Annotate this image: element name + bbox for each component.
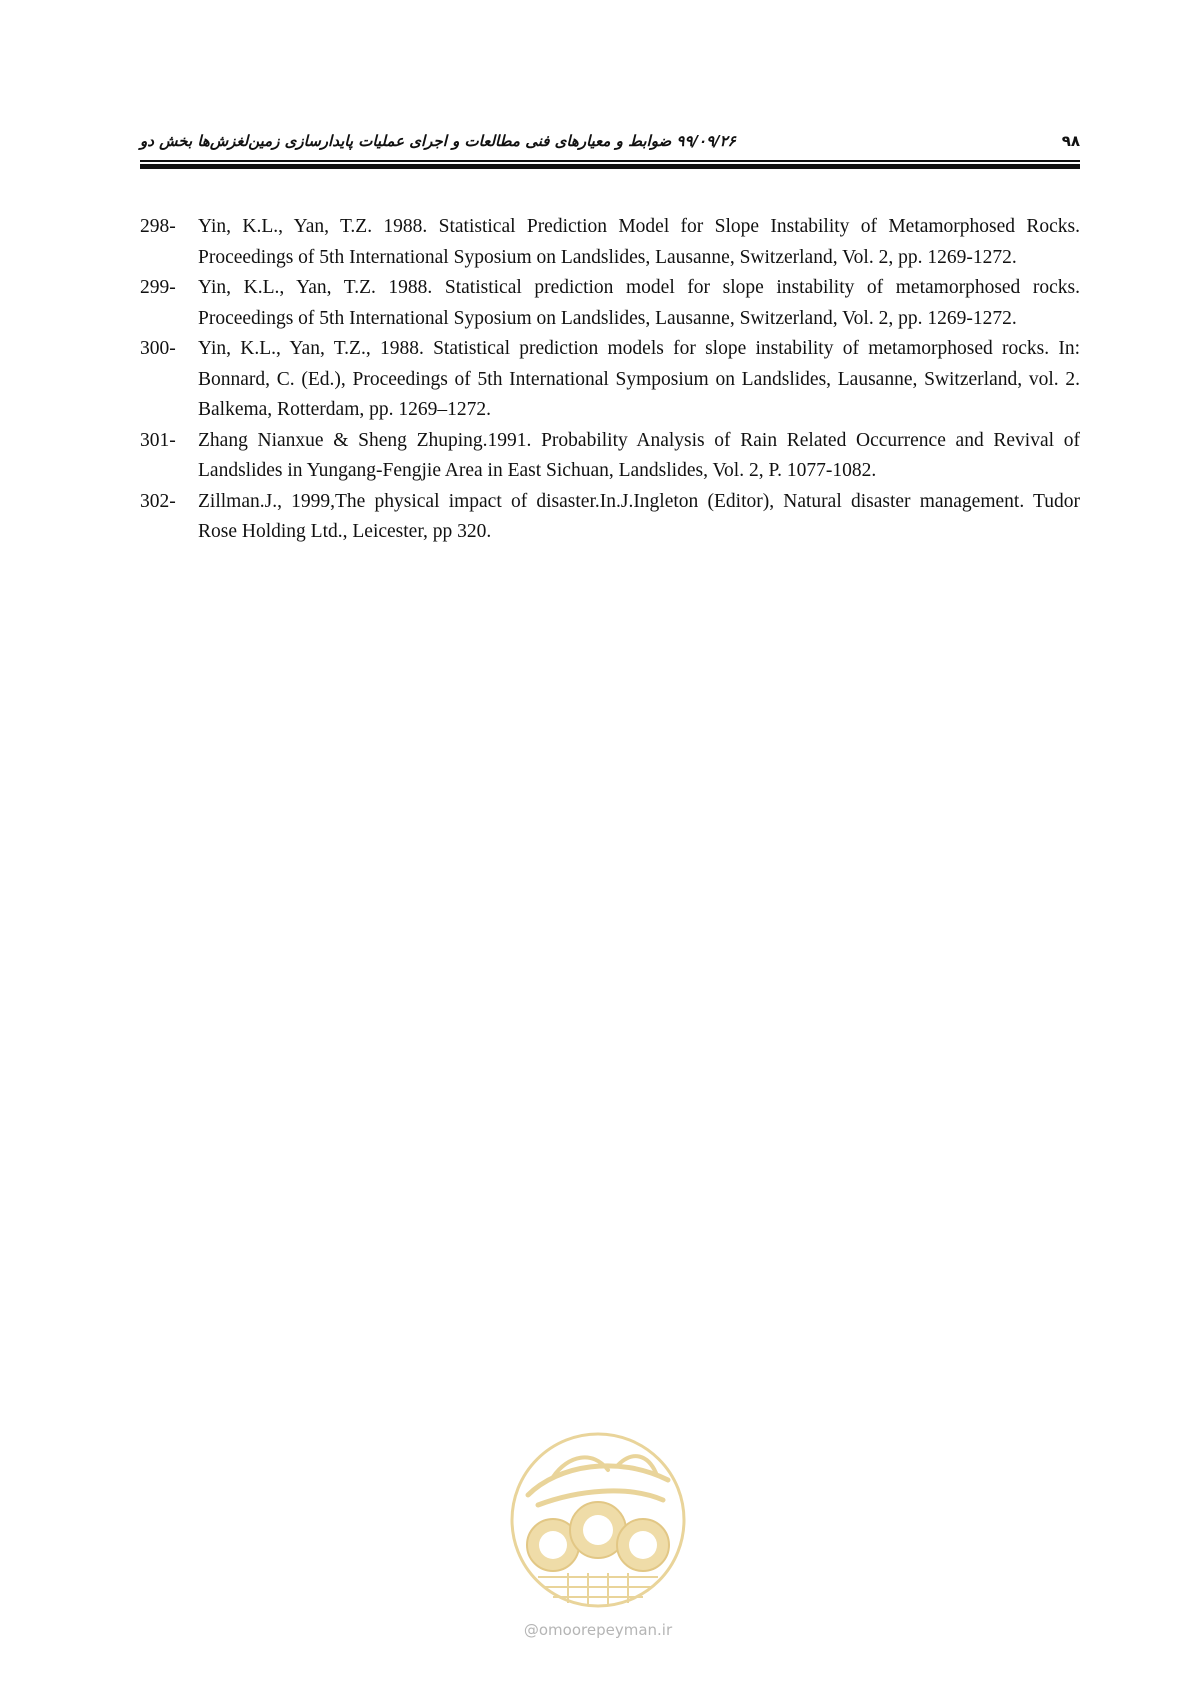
reference-list — [140, 212, 1080, 548]
reference-item — [140, 426, 1080, 487]
reference-text: Yin, K.L., Yan, T.Z. 1988. Statistical prediction model for slope instability of metamorphosed rocks. Proceedings of 5th International Syposium on Landslides, Lausanne, Switzerland, Vol. 2, pp. 1269-1272. — [198, 277, 1080, 329]
header-title: ۹۹/۰۹/۲۶ ضوابط و معیارهای فنی مطالعات و اجرای عملیات پایدارسازی زمین‌لغزش‌ها بخش دو — [140, 132, 736, 150]
header-rule-thin — [140, 160, 1080, 162]
reference-number: 300- — [140, 338, 176, 359]
reference-text: Zillman.J., 1999,The physical impact of disaster.In.J.Ingleton (Editor), Natural disaster management. Tudor Rose Holding Ltd., Leicester, pp 320. — [198, 490, 1080, 542]
page-header — [140, 128, 1080, 168]
watermark-site: @omoorepeyman.ir — [523, 1621, 673, 1639]
reference-text: Yin, K.L., Yan, T.Z. 1988. Statistical Prediction Model for Slope Instability of Metamorphosed Rocks. Proceedings of 5th International Syposium on Landslides, Lausanne, Switzerland, Vol. 2, pp. 1269-1272. — [198, 216, 1080, 268]
reference-number: 302- — [140, 490, 176, 512]
reference-text: Zhang Nianxue & Sheng Zhuping.1991. Probability Analysis of Rain Related Occurrence and Revival of Landslides in Yungang-Fengjie Area in East Sichuan, Landslides, Vol. 2, P. 1077-1082. — [198, 429, 1080, 481]
reference-text: Yin, K.L., Yan, T.Z., 1988. Statistical prediction models for slope instability of metamorphosed rocks. In: Bonnard, C. (Ed.), Proceedings of 5th International Symposium on Landslides, Lausanne, Switzerland, vol. 2. Balkema, Rotterdam, pp. 1269–1272. — [198, 338, 1080, 420]
reference-number: 298- — [140, 216, 176, 237]
watermark-logo — [498, 1425, 698, 1615]
watermark — [498, 1425, 698, 1660]
reference-item — [140, 334, 1080, 426]
reference-number: 299- — [140, 277, 176, 298]
header-rule-thick — [140, 164, 1080, 169]
reference-item — [140, 487, 1080, 548]
reference-item — [140, 212, 1080, 273]
reference-number: 301- — [140, 429, 176, 451]
reference-item — [140, 273, 1080, 334]
page-number: ۹۸ — [1061, 132, 1080, 150]
